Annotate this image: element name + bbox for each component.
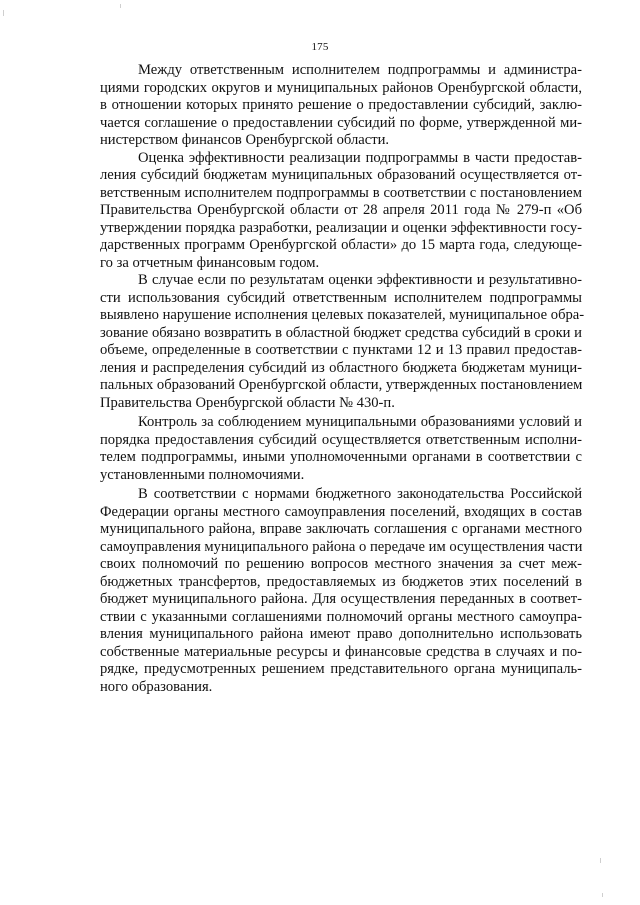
text-line: пальных образований Оренбургской области, утвержденных постановлением [100,377,583,393]
text-line: выявлено нарушение исполнения целевых показателей, муниципальное обра- [100,307,585,323]
text-line: Правительства Оренбургской области № 430-п. [100,394,395,411]
text-line: самоуправления муниципального района о передаче им осуществления части [100,538,583,555]
text-line: зование обязано возвратить в областной бюджет средства субсидий в сроки и [100,324,582,341]
text-line: ления и распределения субсидий из областного бюджета бюджетам муници- [100,359,582,376]
text-line: бюджет муниципального района. Для осуществления переданных в соответ- [100,591,582,607]
text-line: Между ответственным исполнителем подпрограммы и администра- [138,62,582,78]
text-line: установленными полномочиями. [100,466,305,483]
text-line: утверждении порядка разработки, реализации и оценки эффективности госу- [100,219,582,236]
text-line: Федерации органы местного самоуправления поселений, входящих в состав [100,503,582,520]
text-line: рядке, предусмотренных решением представительного органа муниципаль- [100,661,582,677]
text-line: сти использования субсидий ответственным исполнителем подпрограммы [100,289,582,306]
paragraph [100,150,582,273]
text-line: порядка предоставления субсидий осуществляется ответственным исполни- [100,431,582,448]
paragraph [100,62,582,150]
text-line: дарственных программ Оренбургской области» до 15 марта года, следующе- [100,237,582,253]
text-line: ления субсидий бюджетам муниципальных образований осуществляется от- [100,167,582,183]
paragraph [100,414,582,484]
text-line: бюджетных трансфертов, предоставляемых из бюджетов этих поселений в [100,573,582,590]
text-line: объеме, определенные в соответствии с пунктами 12 и 13 правил предостав- [100,342,582,358]
text-line: В соответствии с нормами бюджетного законодательства Российской [138,486,582,502]
text-line: телем подпрограммы, иными уполномоченными органами в соответствии с [100,449,582,465]
text-line: ветственным исполнителем подпрограммы в соответствии с постановлением [100,184,582,201]
scan-artifact [602,893,603,897]
text-line: Оценка эффективности реализации подпрограммы в части предостав- [138,149,582,166]
text-line: в отношении которых принято решение о предоставлении субсидий, заклю- [100,97,582,113]
paragraph [100,272,585,412]
page-number: 175 [311,41,329,53]
text-line: В случае если по результатам оценки эффективности и результативно- [138,272,582,288]
text-line: чается соглашение о предоставлении субсидий по форме, утвержденной ми- [100,114,582,131]
text-line: Контроль за соблюдением муниципальными образованиями условий и [138,414,582,430]
paragraph [100,486,582,696]
text-line: собственные материальные ресурсы и финансовые средства в случаях и по- [100,643,582,660]
text-line: ного образования. [100,678,213,695]
text-line: Правительства Оренбургской области от 28 апреля 2011 года № 279-п «Об [100,202,582,218]
scan-artifact [120,4,121,8]
scan-artifact [3,10,4,16]
text-line: муниципального района, вправе заключать соглашения с органами местного [100,521,582,537]
text-line: ствии с указанными соглашениями полномочий органы местного самоупра- [100,608,582,625]
text-line: нистерством финансов Оренбургской области. [100,132,390,148]
text-line: вления муниципального района имеют право дополнительно использовать [100,626,582,642]
text-line: циями городских округов и муниципальных районов Оренбургской области, [100,79,582,96]
text-line: своих полномочий по решению вопросов местного значения за счет меж- [100,556,582,572]
scan-artifact [600,858,601,863]
text-line: го за отчетным финансовым годом. [100,254,320,271]
document-body [100,62,585,696]
